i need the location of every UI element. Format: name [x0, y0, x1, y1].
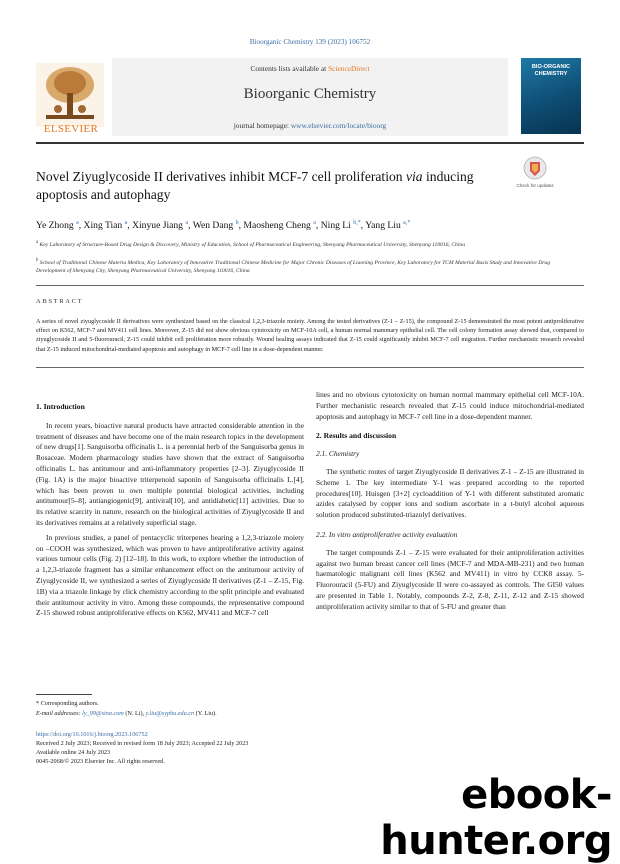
homepage-prefix: journal homepage:: [233, 121, 291, 130]
subsection-heading: 2.1. Chemistry: [316, 449, 360, 459]
received-dates: Received 2 July 2023; Received in revised form 18 July 2023; Accepted 22 July 2023: [36, 740, 249, 747]
contents-prefix: Contents lists available at: [250, 64, 329, 73]
paragraph: In recent years, bioactive natural products have attracted considerable attention in the treatment of diseases and have become one of the main research topics in the development of new drugs[1]. Sanguisorba officinalis L. is a perennial herb of the Sanguisorba genus in Rosaceae. Modern pharmacology studies have shown that the extract of Sanguisorba officinalis L. has antitumour and anti-inflammatory properties [2–3]. Ziyuglycoside II (Fig. 1A) is the major bioactive triterpenoid saponin of Sanguisorba officinalis L.[4], which has been proven to own multiple potential biological activities, including antitumour[5–8], antiangiogenic[9], antiviral[10], and antidiabetic[11] activities. Due to its relative scarcity in nature, research on the biological activities of Ziyuglycoside II and its derivatives remains at a relatively superficial stage.: [36, 420, 304, 527]
right-column: [316, 390, 584, 613]
left-column: [36, 402, 304, 619]
abstract-heading: ABSTRACT: [36, 298, 84, 305]
watermark-text: ebook-hunter.org: [380, 772, 612, 864]
crossmark-icon[interactable]: [523, 156, 547, 182]
corresponding-note: * Corresponding authors.: [36, 700, 99, 707]
contents-line: [112, 64, 508, 73]
paragraph: lines and no obvious cytotoxicity on human normal mammary epithelial cell MCF-10A. Further mechanistic research revealed that Z-15 could induce mitochondrial-mediated apoptosis and autophagy in MCF-7 cell line in a dose-dependent manner.: [316, 390, 584, 421]
copyright: 0045-2068/© 2023 Elsevier Inc. All rights reserved.: [36, 758, 165, 765]
paragraph: The synthetic routes of target Ziyuglycoside II derivatives Z-1 – Z-15 are illustrated in Scheme 1. The key intermediate Y-1 was prepared according to the reported procedures[10]. Huisgen [3+2] cycloaddition of Y-1 with different substituted aromatic azides catalysed by copper ions and sodium ascorbate in a t-butyl alcohol aqueous solution produced substituted-triazolyl derivatives.: [316, 466, 584, 520]
author[interactable]: Xinyue Jiang $^a$: [132, 220, 189, 232]
paragraph: The target compounds Z-1 – Z-15 were evaluated for their antiproliferation activities against two human breast cancer cell lines (MCF-7 and MDA-MB-231) and two human haematologic malignant cell lines (K562 and MV411) in vitro by CCK8 assay. 5-Fluorouracil (5-FU) and Ziyuglycoside II were co-assayed as controls. The GI50 values are presented in Table 1. Notably, compounds Z-2, Z-8, Z-11, Z-12 and Z-15 showed antiproliferation activity similar to that of 5-FU and greater than: [316, 547, 584, 611]
sciencedirect-link[interactable]: ScienceDirect: [328, 64, 370, 73]
article-title: [36, 168, 506, 204]
author[interactable]: Xing Tian $^a$: [83, 220, 128, 232]
title-end: inducing apoptosis and autophagy: [36, 169, 474, 202]
title-main: Novel Ziyuglycoside II derivatives inhibit MCF-7 cell proliferation: [36, 169, 406, 184]
homepage-link[interactable]: www.elsevier.com/locate/bioorg: [290, 121, 387, 130]
journal-name: Bioorganic Chemistry: [243, 86, 377, 102]
homepage-line: [112, 121, 508, 130]
email-link[interactable]: ly_99@sina.com: [82, 710, 124, 717]
section-heading: 2. Results and discussion: [316, 431, 397, 441]
author[interactable]: Yang Liu $^{a,*}$: [365, 220, 411, 232]
author[interactable]: Ning Li $^{b,*}$: [320, 220, 361, 232]
email-link[interactable]: y.liu@syphu.edu.cn: [145, 710, 195, 717]
cover-title: BIO-ORGANIC CHEMISTRY: [531, 64, 571, 77]
author[interactable]: Ye Zhong $^a$: [36, 220, 79, 232]
affiliation: $^b$ School of Traditional Chinese Materia Medica, Key Laboratory of Innovative Traditional Chinese Medicine for Major Chronic Diseases of Liaoning Province, Key Laboratory for TCM Material Basis Study and Innovative Drug Development of Shenyang City, Shenyang Pharmaceutical University, Shenyang 110016, China: [36, 258, 551, 274]
elsevier-wordmark: ELSEVIER: [43, 123, 99, 135]
title-italic: via: [405, 169, 423, 184]
abstract-text: A series of novel ziyuglycoside II derivatives were synthesized based on the classical 1,2,3-triazole moiety. Among the tested derivatives (Z-1 – Z-15), the compound Z-15 demonstrated the most potent antiproliferative effect on K562, MCF-7 and MV411 cell lines. Moreover, Z-15 did not show obvious cytotoxicity on MCF-10A cell, a human normal mammary epithelial cell. The cell colony formation assay showed that, compared to ziyuglycoside II and 5-fluorouracil, Z-15 could inhibit cell proliferation more robustly. Wound healing assays indicated that Z-15 could significantly inhibit MCF-7 cell migration. Further mechanistic research revealed that Z-15 induced mitochondrial-mediated apoptosis and autophagy in MCF-7 cell line in a dose-dependent manner.: [36, 318, 584, 353]
header-rule: [36, 142, 584, 144]
section-heading: 1. Introduction: [36, 402, 85, 411]
author-list: Ye Zhong $^a$, Xing Tian $^a$, Xinyue Jiang $^a$, Wen Dang $^b$, Maosheng Cheng $^a$, Ning Li $^{b,*}$, Yang Liu $^{a,*}$: [36, 220, 411, 232]
abstract-top-rule: [36, 285, 584, 286]
author[interactable]: Wen Dang $^b$: [192, 220, 239, 232]
elsevier-tree-logo-icon: [36, 58, 104, 132]
doi-link[interactable]: https://doi.org/10.1016/j.bioorg.2023.106752: [36, 731, 148, 738]
footnote-rule: [36, 694, 92, 695]
author[interactable]: Maosheng Cheng $^a$: [243, 220, 316, 232]
subsection-heading: 2.2. In vitro antiproliferative activity evaluation: [316, 529, 458, 539]
journal-citation[interactable]: Bioorganic Chemistry 139 (2023) 106752: [249, 38, 371, 46]
paragraph: In previous studies, a panel of pentacyclic triterpenes bearing a 1,2,3-triazole moiety on –COOH was synthesized, which was proven to have antiproliferative activity against various tumour cells (Fig. 2) [12–18]. In this work, to explore whether the introduction of a 1,2,3-triazole fragment has a similar enhancement effect on the antitumour activity of Ziyuglycoside II, we synthesized a series of Ziyuglycoside II derivatives (Z-1 – Z-15, Fig. 1B) via a triazole linkage by click chemistry according to the split principle and evaluated their antitumour activity in vitro. Among these compounds, the representative compound Z-15 showed robust antiproliferative effects on K562, MV411 and MCF-7 cell: [36, 532, 304, 618]
email-line: E-mail addresses: ly_99@sina.com (N. Li), y.liu@syphu.edu.cn (Y. Liu).: [36, 710, 217, 717]
crossmark-label: Check for updates: [516, 183, 554, 188]
abstract-bottom-rule: [36, 367, 584, 368]
available-online: Available online 24 July 2023: [36, 749, 111, 756]
affiliation: $^a$ Key Laboratory of Structure-Based Drug Design & Discovery, Ministry of Education, School of Pharmaceutical Engineering, Shenyang Pharmaceutical University, Shenyang 110016, China: [36, 240, 466, 248]
